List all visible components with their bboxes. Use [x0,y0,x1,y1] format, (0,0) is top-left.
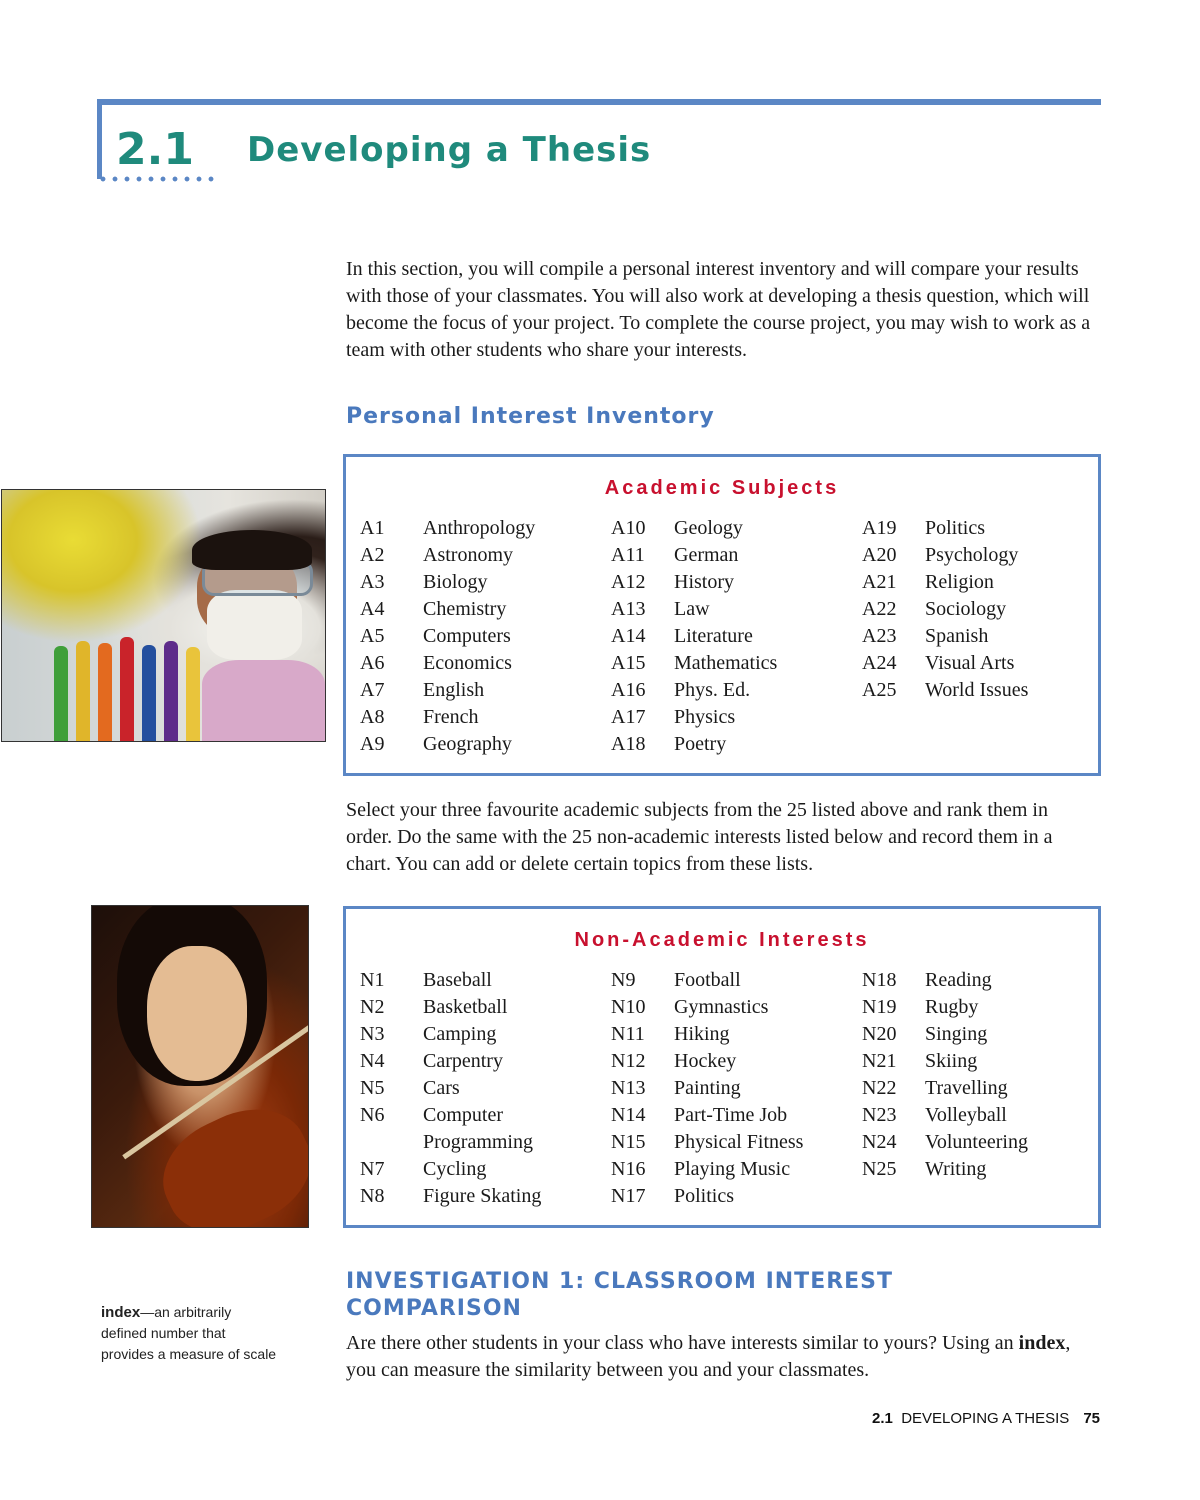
item-code: N14 [611,1104,646,1126]
item-name: Chemistry [423,598,507,620]
item-code: N25 [862,1158,897,1180]
item-code: A4 [360,598,385,620]
nonacademic-column-2 [611,967,861,1210]
item-name: Programming [423,1131,533,1153]
list-item [862,515,1112,542]
non-academic-interests-box [343,906,1101,1228]
academic-column-2 [611,515,861,758]
item-code: A21 [862,571,897,593]
item-name: Football [674,969,741,991]
list-item [611,1156,861,1183]
non-academic-interests-title: Non-Academic Interests [574,929,870,951]
item-code: N10 [611,996,646,1018]
item-name: Reading [925,969,992,991]
list-item [611,515,861,542]
list-item [862,650,1112,677]
list-item [360,542,610,569]
item-name: Hiking [674,1023,730,1045]
item-code: N21 [862,1050,897,1072]
test-tube-shape [76,641,90,741]
item-code: A7 [360,679,385,701]
list-item [611,994,861,1021]
list-item [360,515,610,542]
item-code: N17 [611,1185,646,1207]
list-item [862,1075,1112,1102]
item-name: English [423,679,485,701]
item-code: A18 [611,733,646,755]
sidebar-term: index [101,1304,141,1321]
item-name: Phys. Ed. [674,679,751,701]
item-code: N16 [611,1158,646,1180]
list-item [360,1183,610,1210]
investigation-paragraph [346,1330,1096,1384]
list-item [360,650,610,677]
item-name: Carpentry [423,1050,503,1072]
item-name: Politics [674,1185,735,1207]
list-item [862,967,1112,994]
item-code: N22 [862,1077,897,1099]
item-name: Cars [423,1077,460,1099]
item-name: Literature [674,625,753,647]
nonacademic-column-1 [360,967,610,1210]
item-name: World Issues [925,679,1029,701]
item-name: Geography [423,733,512,755]
list-item [611,1075,861,1102]
list-item [611,1048,861,1075]
list-item [611,731,861,758]
item-name: Biology [423,571,488,593]
list-item [611,650,861,677]
item-name: Geology [674,517,743,539]
test-tube-shape [164,641,178,741]
list-item [862,542,1112,569]
list-item [360,1048,610,1075]
list-item [611,677,861,704]
item-code: N8 [360,1185,385,1207]
list-item [862,1129,1112,1156]
item-name: Playing Music [674,1158,791,1180]
item-name: Singing [925,1023,988,1045]
list-item [862,569,1112,596]
item-name: Sociology [925,598,1007,620]
list-item [611,596,861,623]
item-code: N6 [360,1104,385,1126]
list-item [360,994,610,1021]
item-code: N24 [862,1131,897,1153]
item-name: Part-Time Job [674,1104,788,1126]
item-code: A22 [862,598,897,620]
face-shape [147,946,247,1081]
item-code: N18 [862,969,897,991]
item-code: A10 [611,517,646,539]
item-code: N9 [611,969,636,991]
list-item [611,623,861,650]
item-name: Writing [925,1158,987,1180]
list-item [360,1075,610,1102]
item-name: German [674,544,739,566]
item-code: A11 [611,544,645,566]
list-item [360,677,610,704]
shirt-shape [202,660,325,741]
list-item [360,1102,610,1129]
item-name: Visual Arts [925,652,1015,674]
item-code: A25 [862,679,897,701]
item-code: A13 [611,598,646,620]
footer-title: DEVELOPING A THESIS [901,1410,1070,1427]
item-code: A2 [360,544,385,566]
item-name: Anthropology [423,517,536,539]
list-item [360,569,610,596]
list-item [611,542,861,569]
page-number: 75 [1083,1410,1100,1427]
item-code: A24 [862,652,897,674]
item-name: Painting [674,1077,741,1099]
item-name: Skiing [925,1050,978,1072]
select-paragraph: Select your three favourite academic subjects from the 25 listed above and rank them in order. Do the same with the 25 non-academic interests listed below and record them in a chart. You can add or delete certain topics from these lists. [346,799,1053,875]
item-code: A3 [360,571,385,593]
item-name: Figure Skating [423,1185,542,1207]
academic-subjects-box [343,454,1101,776]
item-code: A12 [611,571,646,593]
test-tube-shape [98,643,112,741]
item-code: N20 [862,1023,897,1045]
item-name: Volleyball [925,1104,1007,1126]
item-code: N11 [611,1023,645,1045]
list-item [611,704,861,731]
sidebar-definition-text: —an arbitrarily defined number that provides a measure of scale [101,1304,277,1362]
footer-section-number: 2.1 [871,1410,893,1427]
investigation-title: INVESTIGATION 1: CLASSROOM INTEREST COMPARISON [346,1269,894,1321]
test-tube-shape [142,645,156,741]
intro-paragraph: In this section, you will compile a personal interest inventory and will compare your results with those of your classmates. You will also work at developing a thesis question, which will become the focus of your project. To complete the course project, you may wish to work as a team with other students who share your interests. [346,258,1091,361]
violinist-photo [91,905,309,1228]
list-item [611,967,861,994]
test-tube-shape [54,646,68,741]
list-item [360,731,610,758]
hair-shape [192,530,312,570]
test-tube-shape [120,637,134,741]
nonacademic-column-3 [862,967,1112,1183]
item-code: A9 [360,733,385,755]
item-code: N1 [360,969,385,991]
index-term: index [1018,1332,1066,1354]
list-item [862,623,1112,650]
list-item [360,1021,610,1048]
item-code [360,1129,423,1156]
item-code: N7 [360,1158,385,1180]
item-code: N12 [611,1050,646,1072]
investigation-text-before: Are there other students in your class who have interests similar to yours? Using an [346,1332,1019,1354]
item-code: A17 [611,706,646,728]
item-name: French [423,706,479,728]
item-name: Law [674,598,710,620]
item-code: A20 [862,544,897,566]
item-name: Computers [423,625,511,647]
investigation-text-after: , you can measure the similarity between you and your classmates. [346,1332,1071,1381]
item-code: A15 [611,652,646,674]
item-name: Religion [925,571,994,593]
item-name: Spanish [925,625,989,647]
lab-scientist-photo [1,489,326,742]
header-left-rule [97,99,102,179]
list-item [360,596,610,623]
item-code: N5 [360,1077,385,1099]
item-name: Economics [423,652,512,674]
list-item [862,596,1112,623]
item-name: Poetry [674,733,727,755]
item-name: Baseball [423,969,492,991]
item-code: A23 [862,625,897,647]
test-tube-shape [186,647,200,741]
sidebar-definition [101,1302,281,1365]
list-item [360,1129,610,1156]
list-item [611,1129,861,1156]
list-item [360,704,610,731]
list-item [862,994,1112,1021]
header-dotted-rule [97,176,217,182]
item-name: Volunteering [925,1131,1028,1153]
mask-shape [207,590,302,660]
list-item [611,569,861,596]
item-name: Mathematics [674,652,778,674]
header-top-rule [97,99,1101,105]
list-item [611,1021,861,1048]
item-name: Rugby [925,996,979,1018]
list-item [862,1102,1112,1129]
item-name: Physics [674,706,736,728]
section-number: 2.1 [116,124,194,175]
item-code: N3 [360,1023,385,1045]
item-code: N2 [360,996,385,1018]
item-name: Gymnastics [674,996,769,1018]
item-name: Cycling [423,1158,487,1180]
section-title: Developing a Thesis [247,130,652,170]
list-item [360,1156,610,1183]
item-name: History [674,571,734,593]
item-name: Camping [423,1023,497,1045]
page-footer [800,1410,1100,1427]
item-code: A8 [360,706,385,728]
item-code: A16 [611,679,646,701]
list-item [862,1156,1112,1183]
item-name: Travelling [925,1077,1008,1099]
list-item [611,1183,861,1210]
item-code: N23 [862,1104,897,1126]
item-code: A1 [360,517,385,539]
academic-column-1 [360,515,610,758]
academic-subjects-title: Academic Subjects [604,477,840,499]
item-code: N13 [611,1077,646,1099]
item-code: N15 [611,1131,646,1153]
item-code: A6 [360,652,385,674]
item-name: Hockey [674,1050,737,1072]
list-item [862,677,1112,704]
personal-interest-heading: Personal Interest Inventory [346,404,715,429]
list-item [360,967,610,994]
list-item [862,1048,1112,1075]
list-item [360,623,610,650]
item-name: Astronomy [423,544,513,566]
list-item [611,1102,861,1129]
academic-column-3 [862,515,1112,704]
item-name: Computer [423,1104,503,1126]
item-code: N19 [862,996,897,1018]
violin-body-shape [146,1089,309,1228]
item-name: Basketball [423,996,508,1018]
item-name: Physical Fitness [674,1131,804,1153]
item-code: A19 [862,517,897,539]
item-code: A14 [611,625,646,647]
item-name: Psychology [925,544,1019,566]
list-item [862,1021,1112,1048]
item-name: Politics [925,517,986,539]
item-code: N4 [360,1050,385,1072]
item-code: A5 [360,625,385,647]
